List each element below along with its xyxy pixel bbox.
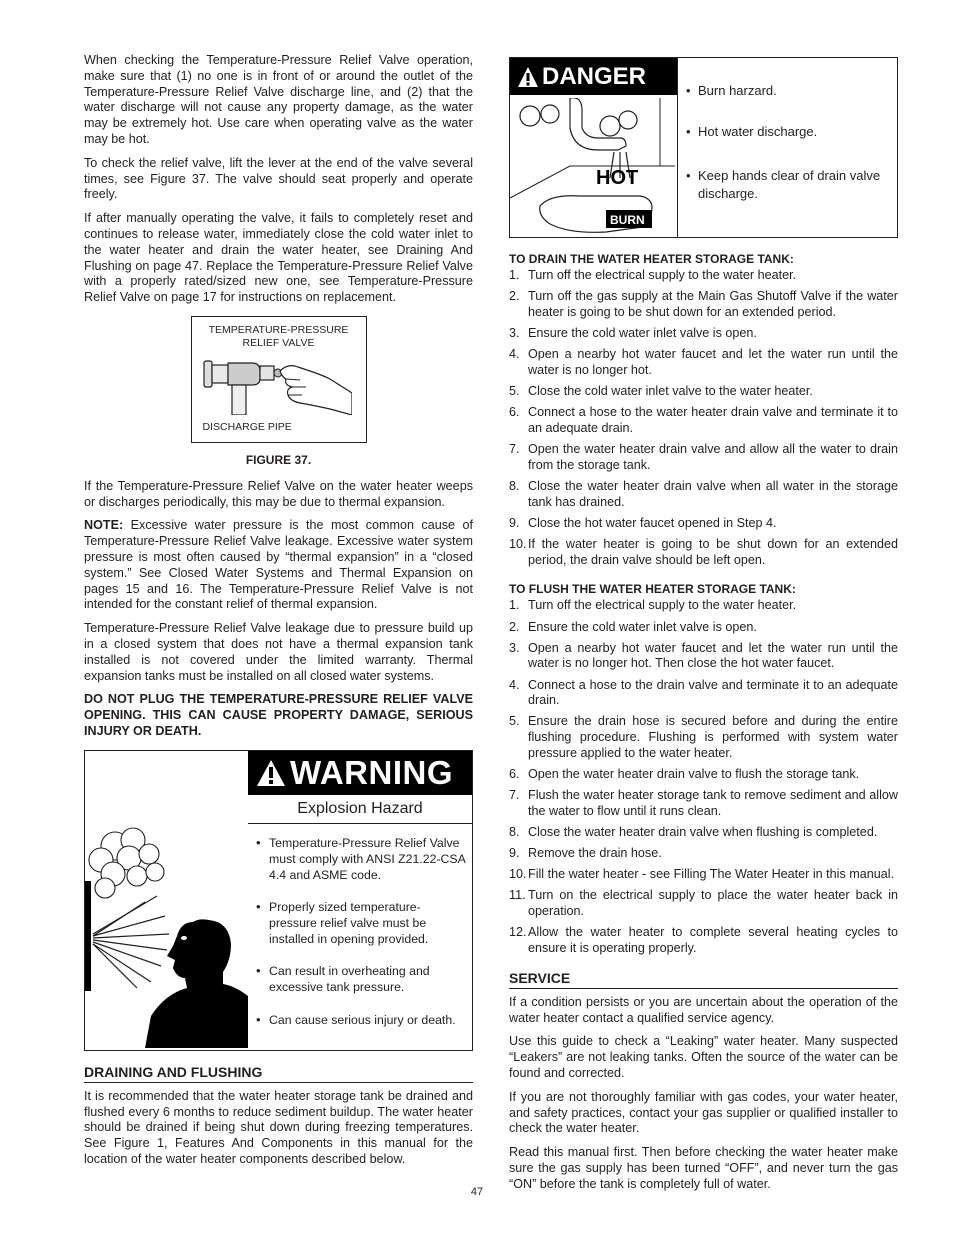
- step-number: 11.: [509, 888, 526, 903]
- flush-step: [509, 867, 898, 883]
- step-text: Fill the water heater - see Filling The Water Heater in this manual.: [528, 867, 895, 882]
- relief-valve-hand-icon: [202, 353, 352, 415]
- step-number: 5.: [509, 714, 520, 729]
- drain-step: [509, 537, 898, 569]
- flush-step: [509, 846, 898, 862]
- burn-label: BURN: [610, 213, 645, 227]
- danger-list: [684, 82, 889, 203]
- warranty-paragraph: Temperature-Pressure Relief Valve leakage due to pressure build up in a closed system that does not have a thermal expansion tank installed is not covered under the limited warranty. Thermal expansion tanks must be installed on all closed water systems.: [84, 621, 473, 683]
- figure-37-illustration: [191, 316, 367, 443]
- step-text: Open the water heater drain valve to flush the storage tank.: [528, 767, 860, 782]
- step-number: 3.: [509, 325, 520, 340]
- warning-box: [84, 750, 473, 1051]
- flush-step: [509, 925, 898, 957]
- hot-water-burn-icon: [510, 98, 675, 236]
- figure-label-discharge-pipe: DISCHARGE PIPE: [202, 421, 292, 434]
- step-text: If the water heater is going to be shut down for an extended period, the drain valve should be left open.: [528, 536, 898, 567]
- flush-heading: TO FLUSH THE WATER HEATER STORAGE TANK:: [509, 582, 796, 597]
- intro-paragraph-1: When checking the Temperature-Pressure Relief Valve operation, make sure that (1) no one is in front of or around the outlet of the Temperature-Pressure Relief Valve discharge line, and (2) that the water discharge will not cause any property damage, as the water may be extremely hot. Use care when operating valve as the water may be hot.: [84, 53, 473, 146]
- service-paragraph: Use this guide to check a “Leaking” water heater. Many suspected “Leakers” are not leaking tanks. Often the source of the water can be found and corrected.: [509, 1034, 898, 1081]
- flush-step: [509, 788, 898, 820]
- warning-triangle-icon: [256, 758, 286, 788]
- explosion-hazard-icon: [85, 826, 248, 1048]
- step-number: 6.: [509, 405, 520, 420]
- drain-step: [509, 442, 898, 474]
- step-number: 7.: [509, 788, 520, 803]
- service-paragraph: If you are not thoroughly familiar with gas codes, your water heater, and safety practices, contact your gas supplier or qualified installer to check the water heater.: [509, 1089, 898, 1136]
- step-text: Open the water heater drain valve and allow all the water to drain from the storage tank.: [528, 441, 898, 472]
- drain-heading: TO DRAIN THE WATER HEATER STORAGE TANK:: [509, 252, 794, 266]
- figure-label-relief-valve: TEMPERATURE-PRESSURE RELIEF VALVE: [208, 323, 349, 349]
- step-number: 9.: [509, 515, 520, 530]
- drain-step: [509, 289, 898, 321]
- step-number: 1.: [509, 268, 520, 282]
- step-text: Turn off the gas supply at the Main Gas Shutoff Valve if the water heater is going to be shut down for an extended period.: [528, 289, 898, 319]
- left-column: [84, 53, 473, 1176]
- warning-item: • Temperature-Pressure Relief Valve must comply with ANSI Z21.22-CSA 4.4 and ASME code.: [248, 835, 468, 883]
- step-number: 5.: [509, 383, 520, 398]
- flush-step: [509, 888, 898, 920]
- danger-item: • Burn harzard.: [684, 82, 889, 100]
- step-number: 8.: [509, 478, 520, 493]
- danger-item: • Keep hands clear of drain valve discharge.: [684, 167, 889, 203]
- hot-label: HOT: [596, 167, 639, 189]
- step-number: 10.: [509, 867, 527, 882]
- draining-heading: DRAINING AND FLUSHING: [84, 1063, 473, 1083]
- draining-paragraph: It is recommended that the water heater storage tank be drained and flushed every 6 months to reduce sediment buildup. The water heater should be drained if being shut down during freezing temperatures. See Figure 1, Features And Components in this manual for the location of the water heater components described below.: [84, 1088, 473, 1166]
- note-label: NOTE:: [84, 518, 124, 533]
- drain-step: [509, 268, 898, 284]
- caution-paragraph: DO NOT PLUG THE TEMPERATURE-PRESSURE RELIEF VALVE OPENING. THIS CAN CAUSE PROPERTY DAMAGE, SERIOUS INJURY OR DEATH.: [84, 692, 473, 738]
- note-text: Excessive water pressure is the most common cause of Temperature-Pressure Relief Valve leakage. Excessive water system pressure is most often caused by “thermal expansion” in a “closed system.” See Closed Water Systems and Thermal Expansion on pages 15 and 16. The Temperature-Pressure Relief Valve is not intended for the constant relief of thermal expansion.: [84, 518, 473, 612]
- drain-steps: [509, 268, 898, 568]
- step-text: Turn off the electrical supply to the water heater.: [528, 598, 797, 613]
- note-paragraph: [84, 518, 473, 613]
- drain-step: [509, 516, 898, 532]
- drain-step: [509, 326, 898, 342]
- flush-step: [509, 767, 898, 783]
- step-text: Ensure the cold water inlet valve is open.: [528, 325, 757, 340]
- step-text: Open a nearby hot water faucet and let the water run until the water is no longer hot.: [528, 347, 898, 377]
- intro-paragraph-2: To check the relief valve, lift the lever at the end of the valve several times, see Figure 37. The valve should seat properly and operate freely.: [84, 155, 473, 202]
- step-text: Close the cold water inlet valve to the water heater.: [528, 383, 813, 398]
- step-number: 6.: [509, 767, 520, 782]
- step-number: 12.: [509, 925, 527, 940]
- step-text: Close the water heater drain valve when all water in the storage tank has drained.: [528, 478, 898, 509]
- danger-item: • Hot water discharge.: [684, 123, 889, 141]
- step-text: Close the hot water faucet opened in Step 4.: [528, 515, 777, 530]
- drain-step: [509, 405, 898, 437]
- warning-item: • Can cause serious injury or death.: [248, 1012, 468, 1028]
- step-number: 9.: [509, 846, 520, 861]
- step-text: Remove the drain hose.: [528, 846, 662, 861]
- step-text: Connect a hose to the drain valve and terminate it to an adequate drain.: [528, 677, 898, 708]
- step-number: 8.: [509, 825, 520, 840]
- step-number: 3.: [509, 640, 520, 655]
- danger-triangle-icon: [517, 66, 539, 88]
- step-text: Turn off the electrical supply to the water heater.: [528, 268, 797, 282]
- warning-header: [248, 751, 472, 795]
- figure-37-caption: FIGURE 37.: [245, 452, 312, 467]
- step-number: 2.: [509, 619, 520, 634]
- step-text: Open a nearby hot water faucet and let the water run until the water is no longer hot. Then close the hot water faucet.: [528, 640, 898, 671]
- warning-hazard-title: Explosion Hazard: [248, 795, 472, 824]
- step-text: Ensure the cold water inlet valve is open.: [528, 619, 757, 634]
- warning-list: [248, 835, 468, 1028]
- drain-step: [509, 479, 898, 511]
- step-text: Connect a hose to the water heater drain valve and terminate it to an adequate drain.: [528, 405, 898, 435]
- step-text: Turn on the electrical supply to place the water heater back in operation.: [528, 888, 898, 919]
- drain-step: [509, 347, 898, 379]
- step-text: Flush the water heater storage tank to remove sediment and allow the water to flow until it runs clean.: [528, 788, 898, 818]
- step-number: 4.: [509, 347, 520, 362]
- step-number: 1.: [509, 598, 520, 613]
- right-column: [509, 57, 898, 1201]
- service-paragraph: Read this manual first. Then before checking the water heater make sure the gas supply has been turned “OFF”, and never turn the gas “ON” before the tank is completely full of water.: [509, 1145, 898, 1191]
- service-heading: SERVICE: [509, 969, 898, 989]
- warning-item: • Can result in overheating and excessive tank pressure.: [248, 963, 468, 995]
- step-number: 10.: [509, 536, 527, 551]
- flush-steps: [509, 598, 898, 956]
- danger-panel: [510, 58, 678, 237]
- danger-header: [510, 58, 677, 95]
- step-text: Ensure the drain hose is secured before and during the entire flushing procedure. Flushing is performed with system water pressure applied to the water heater.: [528, 714, 898, 760]
- step-text: Allow the water heater to complete several heating cycles to ensure it is operating properly.: [528, 925, 898, 956]
- step-number: 4.: [509, 677, 520, 692]
- step-number: 7.: [509, 441, 520, 456]
- flush-step: [509, 598, 898, 614]
- service-paragraph: If a condition persists or you are uncertain about the operation of the water heater contact a qualified service agency.: [509, 994, 898, 1025]
- flush-step: [509, 678, 898, 710]
- flush-step: [509, 641, 898, 673]
- drain-step: [509, 384, 898, 400]
- flush-step: [509, 620, 898, 636]
- step-number: 2.: [509, 289, 520, 304]
- page-number: 47: [470, 1186, 484, 1198]
- flush-step: [509, 825, 898, 841]
- warning-item: • Properly sized temperature-pressure relief valve must be installed in opening provided.: [248, 899, 468, 947]
- warning-word: WARNING: [290, 753, 453, 791]
- thermal-expansion-paragraph: If the Temperature-Pressure Relief Valve on the water heater weeps or discharges periodically, this may be due to thermal expansion.: [84, 478, 473, 509]
- step-text: Close the water heater drain valve when flushing is completed.: [528, 825, 878, 840]
- danger-box: [509, 57, 898, 238]
- flush-step: [509, 714, 898, 761]
- intro-paragraph-3: If after manually operating the valve, it fails to completely reset and continues to release water, immediately close the cold water inlet to the water heater and drain the water heater, see Draining And Flushing on page 47. Replace the Temperature-Pressure Relief Valve with a properly rated/sized new one, see Temperature-Pressure Relief Valve on page 17 for instructions on replacement.: [84, 211, 473, 305]
- danger-word: DANGER: [542, 62, 647, 90]
